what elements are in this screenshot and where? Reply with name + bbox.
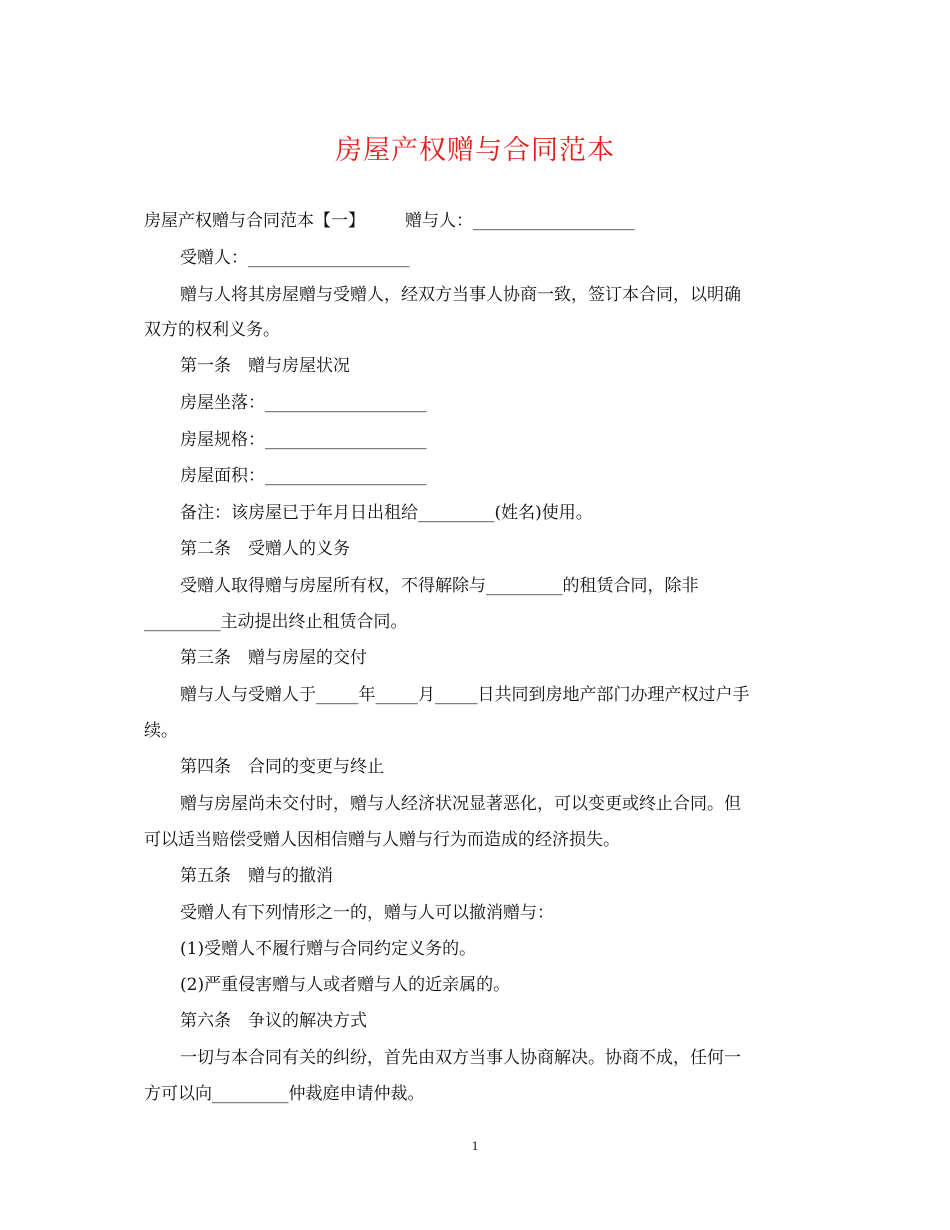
article-heading: 第六条 争议的解决方式 bbox=[180, 1011, 367, 1031]
list-item: (1)受赠人不履行赠与合同约定义务的。 bbox=[180, 939, 477, 959]
list-item: (2)严重侵害赠与人或者赠与人的近亲属的。 bbox=[180, 975, 511, 995]
paragraph-line: _________主动提出终止租赁合同。 bbox=[144, 612, 408, 632]
house-area-field: 房屋面积：___________________ bbox=[180, 466, 427, 486]
donor-field: 赠与人：___________________ bbox=[405, 211, 635, 231]
house-location-field: 房屋坐落：___________________ bbox=[180, 393, 427, 413]
paragraph-line: 续。 bbox=[144, 721, 178, 741]
article-heading: 第五条 赠与的撤消 bbox=[180, 866, 333, 886]
paragraph-line: 可以适当赔偿受赠人因相信赠与人赠与行为而造成的经济损失。 bbox=[144, 830, 620, 850]
paragraph-line: 赠与人与受赠人于_____年_____月_____日共同到房地产部门办理产权过户手 bbox=[180, 685, 750, 705]
paragraph-line: 受赠人取得赠与房屋所有权，不得解除与_________的租赁合同，除非 bbox=[180, 576, 699, 596]
paragraph-line: 受赠人有下列情形之一的，赠与人可以撤消赠与： bbox=[180, 903, 554, 923]
remark-line: 备注：该房屋已于年月日出租给_________(姓名)使用。 bbox=[180, 503, 593, 523]
paragraph-line: 一切与本合同有关的纠纷，首先由双方当事人协商解决。协商不成，任何一 bbox=[180, 1048, 741, 1068]
paragraph-line: 双方的权利义务。 bbox=[144, 320, 280, 340]
paragraph-line: 赠与人将其房屋赠与受赠人，经双方当事人协商一致，签订本合同，以明确 bbox=[180, 285, 741, 305]
paragraph-line: 赠与房屋尚未交付时，赠与人经济状况显著恶化，可以变更或终止合同。但 bbox=[180, 794, 741, 814]
page-number: 1 bbox=[471, 1138, 479, 1153]
document-title: 房屋产权赠与合同范本 bbox=[335, 135, 615, 166]
article-heading: 第四条 合同的变更与终止 bbox=[180, 757, 384, 777]
house-spec-field: 房屋规格：___________________ bbox=[180, 430, 427, 450]
paragraph-line: 方可以向_________仲裁庭申请仲裁。 bbox=[144, 1084, 425, 1104]
article-heading: 第一条 赠与房屋状况 bbox=[180, 356, 350, 376]
contract-subtitle: 房屋产权赠与合同范本【一】 bbox=[144, 211, 365, 231]
article-heading: 第二条 受赠人的义务 bbox=[180, 539, 350, 559]
recipient-field: 受赠人：___________________ bbox=[180, 248, 410, 268]
article-heading: 第三条 赠与房屋的交付 bbox=[180, 648, 367, 668]
contract-heading-line bbox=[144, 210, 635, 232]
